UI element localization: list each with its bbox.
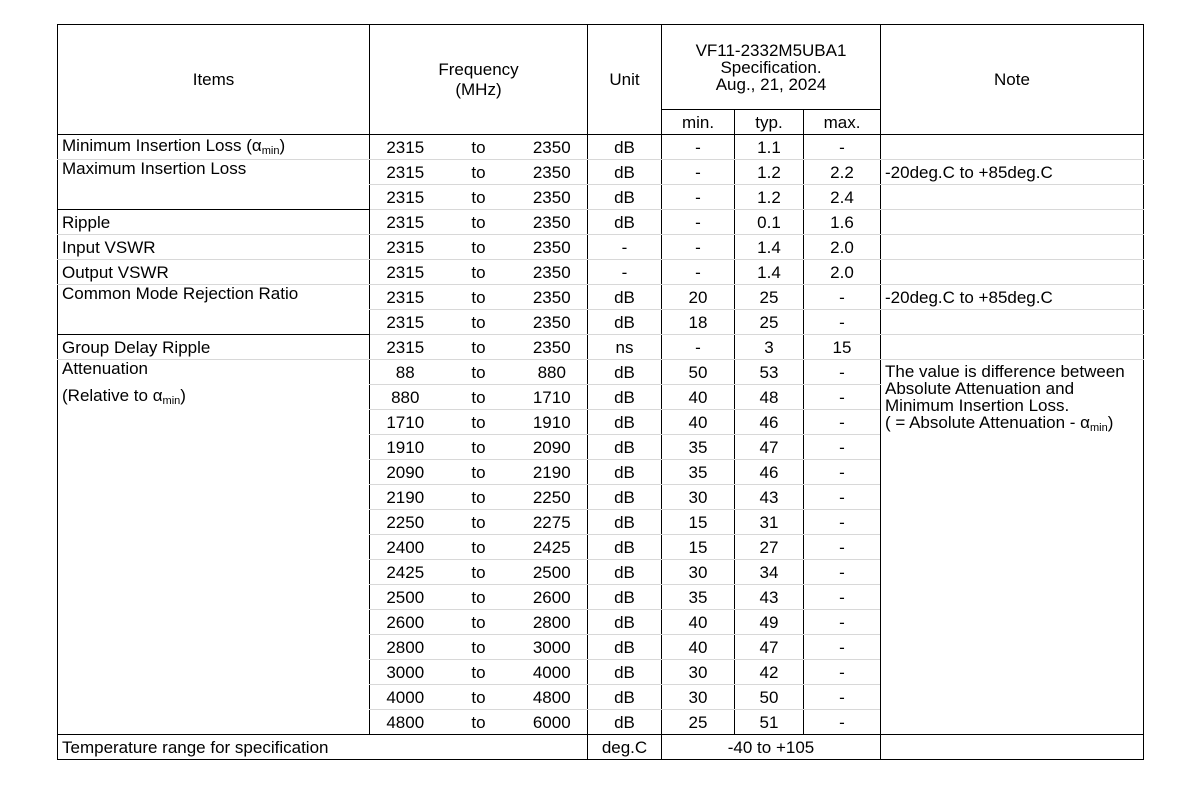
min-cell: - (662, 260, 735, 285)
typ-cell: 25 (735, 310, 804, 335)
freq-to: to (441, 535, 517, 560)
unit-cell: dB (588, 460, 662, 485)
max-cell: 2.0 (804, 260, 881, 285)
max-cell: - (804, 610, 881, 635)
freq-to: to (441, 160, 517, 185)
min-cell: 40 (662, 635, 735, 660)
item-label (58, 210, 370, 235)
min-cell: - (662, 210, 735, 235)
freq-start: 2315 (370, 160, 441, 185)
freq-start: 2315 (370, 185, 441, 210)
table-row (58, 135, 1144, 160)
specification-table (57, 24, 1144, 760)
max-cell: - (804, 285, 881, 310)
unit-cell: dB (588, 710, 662, 735)
freq-start: 2315 (370, 135, 441, 160)
min-cell: 30 (662, 485, 735, 510)
min-cell: 15 (662, 535, 735, 560)
item-text: Input VSWR (62, 237, 156, 257)
item-relative-text: (Relative to α (62, 386, 163, 405)
item-text: Minimum Insertion Loss (α (62, 136, 262, 155)
spec-header (662, 25, 881, 110)
freq-to: to (441, 385, 517, 410)
freq-end: 2350 (517, 335, 588, 360)
typ-cell: 47 (735, 435, 804, 460)
unit-cell: dB (588, 485, 662, 510)
freq-end: 2800 (517, 610, 588, 635)
min-cell: - (662, 335, 735, 360)
freq-start: 1910 (370, 435, 441, 460)
item-text: Attenuation (62, 359, 149, 378)
min-cell: 30 (662, 660, 735, 685)
freq-to: to (441, 235, 517, 260)
min-header: min. (662, 110, 735, 135)
freq-start: 2315 (370, 260, 441, 285)
typ-cell: 31 (735, 510, 804, 535)
freq-start: 2800 (370, 635, 441, 660)
freq-end: 880 (517, 360, 588, 385)
min-cell: 20 (662, 285, 735, 310)
typ-cell: 0.1 (735, 210, 804, 235)
max-cell: - (804, 585, 881, 610)
min-cell: 30 (662, 685, 735, 710)
unit-cell: dB (588, 535, 662, 560)
freq-end: 2600 (517, 585, 588, 610)
item-label (58, 335, 370, 360)
max-cell: - (804, 310, 881, 335)
freq-start: 1710 (370, 410, 441, 435)
item-label (58, 235, 370, 260)
min-cell: 35 (662, 435, 735, 460)
freq-start: 2250 (370, 510, 441, 535)
note-cell (881, 135, 1144, 160)
item-label (58, 285, 370, 335)
temperature-value: -40 to +105 (662, 735, 881, 760)
min-cell: 40 (662, 610, 735, 635)
typ-cell: 46 (735, 460, 804, 485)
typ-cell: 3 (735, 335, 804, 360)
note-cell (881, 360, 1144, 735)
min-cell: - (662, 135, 735, 160)
max-cell: - (804, 135, 881, 160)
unit-cell: dB (588, 610, 662, 635)
typ-cell: 1.2 (735, 185, 804, 210)
min-cell: 18 (662, 310, 735, 335)
freq-start: 4800 (370, 710, 441, 735)
frequency-header (370, 25, 588, 135)
frequency-header-line2: (MHz) (455, 80, 502, 99)
temperature-note (881, 735, 1144, 760)
table-row (58, 160, 1144, 185)
unit-cell: dB (588, 510, 662, 535)
item-text: Ripple (62, 212, 111, 232)
freq-start: 4000 (370, 685, 441, 710)
note-line: The value is difference between (885, 362, 1125, 381)
item-text: Common Mode Rejection Ratio (62, 284, 299, 303)
typ-cell: 27 (735, 535, 804, 560)
unit-cell: dB (588, 410, 662, 435)
freq-to: to (441, 185, 517, 210)
note-close: ) (1107, 413, 1114, 432)
typ-cell: 34 (735, 560, 804, 585)
max-header: max. (804, 110, 881, 135)
unit-cell: dB (588, 385, 662, 410)
note-cell (881, 260, 1144, 285)
temperature-unit: deg.C (588, 735, 662, 760)
typ-cell: 42 (735, 660, 804, 685)
min-cell: 40 (662, 385, 735, 410)
unit-cell: dB (588, 360, 662, 385)
frequency-header-line1: Frequency (438, 60, 519, 79)
min-cell: 15 (662, 510, 735, 535)
typ-cell: 1.1 (735, 135, 804, 160)
freq-to: to (441, 360, 517, 385)
freq-start: 880 (370, 385, 441, 410)
table-row (58, 360, 1144, 385)
spec-title: Specification. (720, 57, 822, 77)
freq-to: to (441, 335, 517, 360)
max-cell: - (804, 360, 881, 385)
unit-cell: ns (588, 335, 662, 360)
item-subscript: min (261, 145, 280, 157)
freq-start: 2315 (370, 335, 441, 360)
max-cell: 1.6 (804, 210, 881, 235)
freq-start: 2425 (370, 560, 441, 585)
max-cell: 2.0 (804, 235, 881, 260)
max-cell: - (804, 510, 881, 535)
table-row (58, 335, 1144, 360)
max-cell: - (804, 660, 881, 685)
freq-to: to (441, 635, 517, 660)
item-text: Output VSWR (62, 262, 169, 282)
max-cell: - (804, 460, 881, 485)
unit-cell: dB (588, 435, 662, 460)
table-row (58, 260, 1144, 285)
freq-end: 2350 (517, 310, 588, 335)
typ-cell: 51 (735, 710, 804, 735)
note-cell (881, 335, 1144, 360)
note-cell (881, 235, 1144, 260)
freq-start: 2315 (370, 235, 441, 260)
freq-end: 3000 (517, 635, 588, 660)
unit-cell: dB (588, 685, 662, 710)
items-header: Items (58, 25, 370, 135)
max-cell: 15 (804, 335, 881, 360)
max-cell: - (804, 435, 881, 460)
max-cell: 2.4 (804, 185, 881, 210)
item-label (58, 135, 370, 160)
max-cell: - (804, 385, 881, 410)
freq-start: 2315 (370, 210, 441, 235)
freq-start: 2315 (370, 285, 441, 310)
item-label (58, 360, 370, 735)
freq-end: 2350 (517, 185, 588, 210)
freq-to: to (441, 310, 517, 335)
typ-header: typ. (735, 110, 804, 135)
min-cell: 35 (662, 460, 735, 485)
item-text: Maximum Insertion Loss (62, 159, 247, 178)
min-cell: 50 (662, 360, 735, 385)
unit-cell: dB (588, 185, 662, 210)
freq-end: 2350 (517, 260, 588, 285)
unit-cell: - (588, 235, 662, 260)
min-cell: 25 (662, 710, 735, 735)
freq-end: 2425 (517, 535, 588, 560)
note-cell (881, 185, 1144, 210)
min-cell: 35 (662, 585, 735, 610)
freq-to: to (441, 210, 517, 235)
freq-to: to (441, 560, 517, 585)
freq-to: to (441, 410, 517, 435)
footer-row (58, 735, 1144, 760)
freq-end: 2350 (517, 285, 588, 310)
note-subscript: min (1090, 422, 1108, 434)
unit-cell: dB (588, 210, 662, 235)
note-line: ( = Absolute Attenuation - α (885, 413, 1090, 432)
freq-start: 2400 (370, 535, 441, 560)
freq-start: 2090 (370, 460, 441, 485)
max-cell: - (804, 560, 881, 585)
typ-cell: 43 (735, 485, 804, 510)
unit-cell: dB (588, 135, 662, 160)
typ-cell: 46 (735, 410, 804, 435)
freq-end: 2275 (517, 510, 588, 535)
unit-cell: dB (588, 660, 662, 685)
unit-cell: dB (588, 160, 662, 185)
min-cell: 30 (662, 560, 735, 585)
freq-to: to (441, 135, 517, 160)
typ-cell: 1.2 (735, 160, 804, 185)
note-header: Note (881, 25, 1144, 135)
table-row (58, 285, 1144, 310)
freq-end: 2190 (517, 460, 588, 485)
unit-cell: dB (588, 560, 662, 585)
min-cell: - (662, 185, 735, 210)
freq-end: 1710 (517, 385, 588, 410)
spec-part-number: VF11-2332M5UBA1 (695, 40, 847, 60)
typ-cell: 25 (735, 285, 804, 310)
freq-to: to (441, 285, 517, 310)
freq-to: to (441, 435, 517, 460)
freq-start: 2315 (370, 310, 441, 335)
min-cell: - (662, 160, 735, 185)
freq-start: 88 (370, 360, 441, 385)
freq-to: to (441, 485, 517, 510)
item-text: Group Delay Ripple (62, 337, 211, 357)
item-close: ) (279, 136, 286, 155)
typ-cell: 50 (735, 685, 804, 710)
freq-end: 2350 (517, 135, 588, 160)
freq-to: to (441, 610, 517, 635)
note-cell (881, 310, 1144, 335)
freq-end: 4000 (517, 660, 588, 685)
note-line: Minimum Insertion Loss. (885, 396, 1070, 415)
freq-to: to (441, 260, 517, 285)
freq-end: 2350 (517, 210, 588, 235)
freq-end: 2090 (517, 435, 588, 460)
freq-end: 2250 (517, 485, 588, 510)
freq-to: to (441, 685, 517, 710)
max-cell: - (804, 535, 881, 560)
unit-cell: dB (588, 310, 662, 335)
unit-cell: dB (588, 635, 662, 660)
note-cell (881, 210, 1144, 235)
table-row (58, 235, 1144, 260)
unit-cell: - (588, 260, 662, 285)
unit-cell: dB (588, 585, 662, 610)
freq-end: 2350 (517, 160, 588, 185)
spec-date: Aug., 21, 2024 (715, 74, 827, 94)
freq-start: 2190 (370, 485, 441, 510)
typ-cell: 47 (735, 635, 804, 660)
typ-cell: 53 (735, 360, 804, 385)
max-cell: - (804, 410, 881, 435)
freq-start: 3000 (370, 660, 441, 685)
unit-cell: dB (588, 285, 662, 310)
note-line: Absolute Attenuation and (885, 379, 1075, 398)
freq-start: 2600 (370, 610, 441, 635)
item-label (58, 160, 370, 210)
item-label (58, 260, 370, 285)
max-cell: - (804, 485, 881, 510)
note-cell: -20deg.C to +85deg.C (881, 285, 1144, 310)
freq-end: 2350 (517, 235, 588, 260)
freq-end: 6000 (517, 710, 588, 735)
freq-to: to (441, 460, 517, 485)
min-cell: 40 (662, 410, 735, 435)
freq-to: to (441, 710, 517, 735)
typ-cell: 49 (735, 610, 804, 635)
temperature-label: Temperature range for specification (58, 735, 588, 760)
max-cell: - (804, 685, 881, 710)
max-cell: - (804, 635, 881, 660)
freq-start: 2500 (370, 585, 441, 610)
typ-cell: 1.4 (735, 260, 804, 285)
freq-to: to (441, 585, 517, 610)
max-cell: 2.2 (804, 160, 881, 185)
item-close: ) (180, 386, 186, 405)
typ-cell: 48 (735, 385, 804, 410)
freq-end: 2500 (517, 560, 588, 585)
freq-to: to (441, 660, 517, 685)
unit-header: Unit (588, 25, 662, 135)
max-cell: - (804, 710, 881, 735)
note-cell: -20deg.C to +85deg.C (881, 160, 1144, 185)
freq-to: to (441, 510, 517, 535)
typ-cell: 1.4 (735, 235, 804, 260)
min-cell: - (662, 235, 735, 260)
item-subscript: min (162, 395, 181, 407)
table-row (58, 210, 1144, 235)
freq-end: 1910 (517, 410, 588, 435)
typ-cell: 43 (735, 585, 804, 610)
freq-end: 4800 (517, 685, 588, 710)
